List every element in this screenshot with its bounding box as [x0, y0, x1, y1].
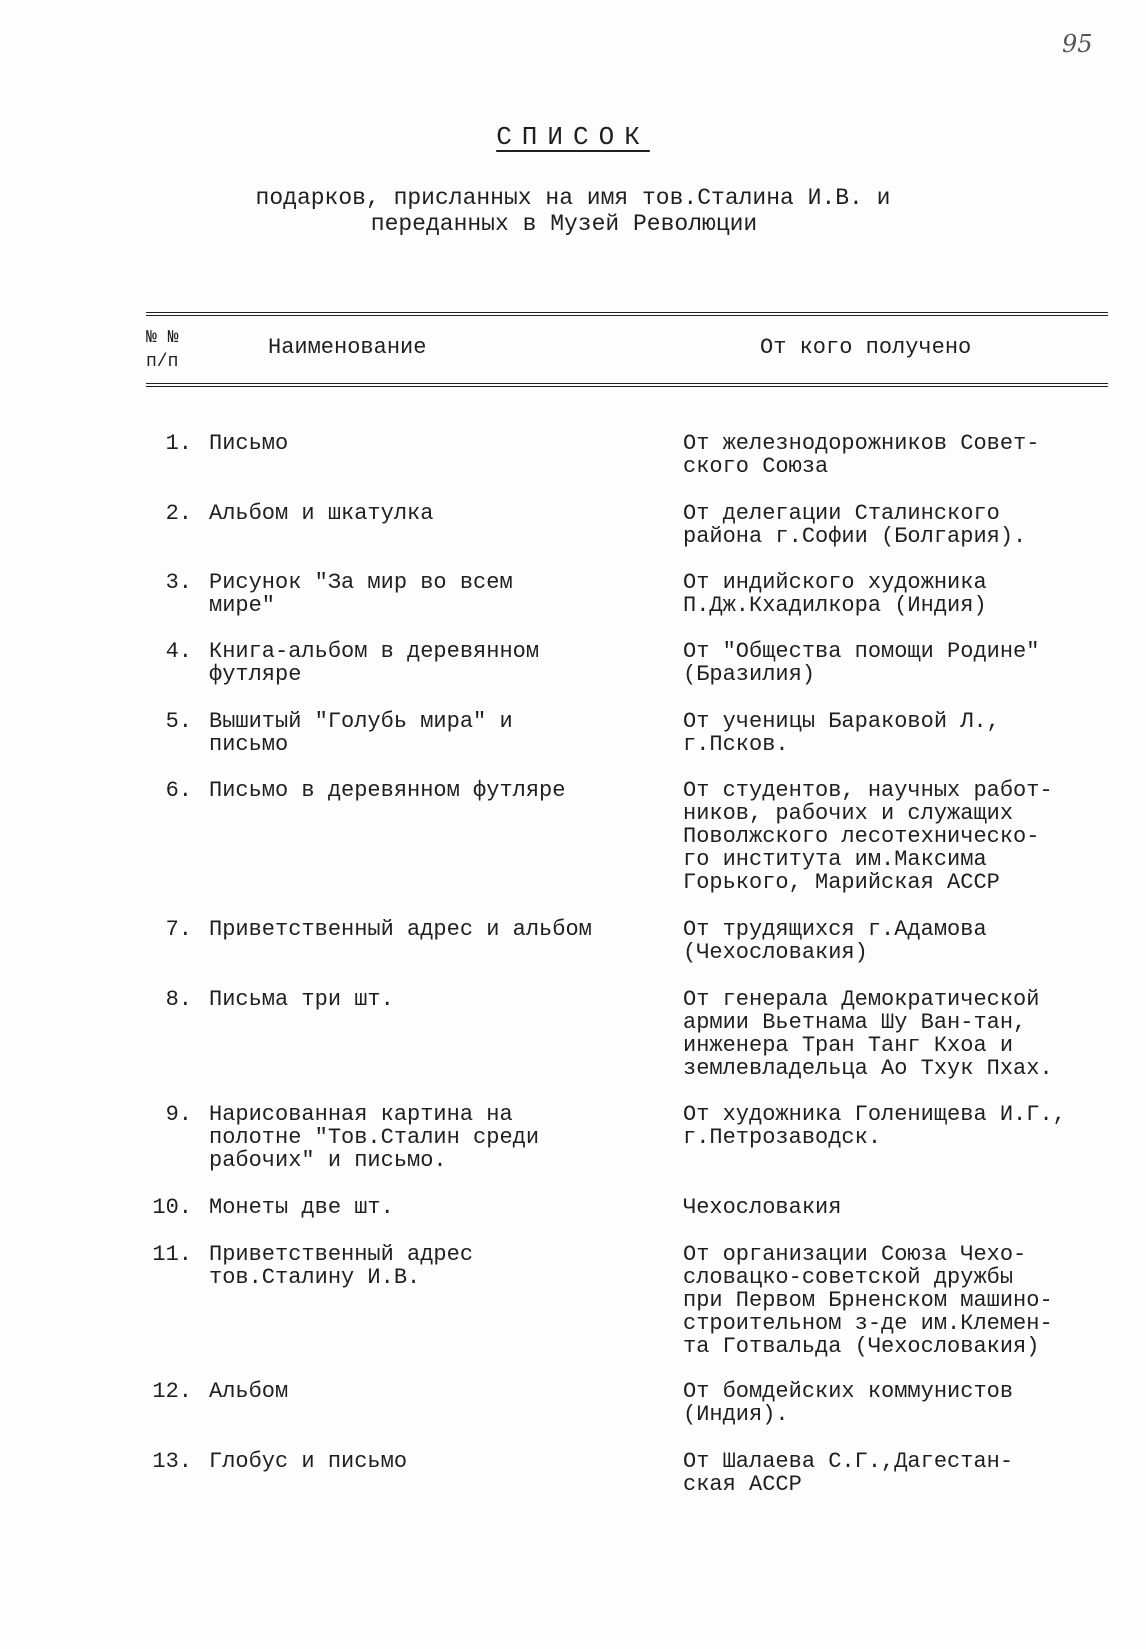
- row-from: От индийского художника П.Дж.Кхадилкора (Индия): [683, 570, 987, 618]
- row-number: 4.: [165, 639, 192, 664]
- table-header-rule: [146, 383, 1108, 387]
- row-from: От Шалаева С.Г.,Дагестан- ская АССР: [683, 1449, 1014, 1497]
- row-number: 1.: [165, 431, 192, 456]
- subtitle-line-1: подарков, присланных на имя тов.Сталина И.В. и: [255, 185, 891, 211]
- row-number: 6.: [165, 778, 192, 803]
- row-number: 5.: [165, 709, 192, 734]
- row-name: Альбом и шкатулка: [209, 501, 434, 526]
- row-number: 2.: [165, 501, 192, 526]
- row-number: 13.: [152, 1449, 192, 1474]
- row-name: Письма три шт.: [209, 987, 394, 1012]
- header-name: Наименование: [268, 335, 427, 360]
- row-name: Вышитый "Голубь мира" и письмо: [209, 709, 513, 757]
- row-number: 3.: [165, 570, 192, 595]
- row-name: Приветственный адрес и альбом: [209, 917, 592, 942]
- row-name: Письмо в деревянном футляре: [209, 778, 566, 803]
- subtitle-line-2: переданных в Музей Революции: [370, 211, 758, 237]
- row-name: Приветственный адрес тов.Сталину И.В.: [209, 1242, 474, 1290]
- row-number: 10.: [152, 1195, 192, 1220]
- row-from: От художника Голенищева И.Г., г.Петрозаводск.: [683, 1102, 1066, 1150]
- row-name: Глобус и письмо: [209, 1449, 408, 1474]
- row-from: От ученицы Бараковой Л., г.Псков.: [683, 709, 1000, 757]
- document-subtitle: [0, 185, 1146, 237]
- row-from: От делегации Сталинского района г.Софии (Болгария).: [683, 501, 1027, 549]
- row-number: 12.: [152, 1379, 192, 1404]
- document-title-text: СПИСОК: [496, 122, 650, 152]
- row-number: 11.: [152, 1242, 192, 1267]
- row-name: Нарисованная картина на полотне "Тов.Сталин среди рабочих" и письмо.: [209, 1102, 540, 1173]
- row-number: 9.: [165, 1102, 192, 1127]
- row-from: От трудящихся г.Адамова (Чехословакия): [683, 917, 987, 965]
- row-name: Альбом: [209, 1379, 289, 1404]
- row-name: Письмо: [209, 431, 289, 456]
- row-name: Книга-альбом в деревянном футляре: [209, 639, 540, 687]
- row-from: От генерала Демократической армии Вьетнама Шу Ван-тан, инженера Тран Танг Кхоа и землевладельца Ао Тхук Пхах.: [683, 987, 1053, 1081]
- row-from: От бомдейских коммунистов (Индия).: [683, 1379, 1014, 1427]
- row-from: От железнодорожников Совет- ского Союза: [683, 431, 1040, 479]
- document-title: [0, 122, 1146, 152]
- row-from: Чехословакия: [683, 1195, 842, 1220]
- row-number: 8.: [165, 987, 192, 1012]
- page-number: 95: [1062, 30, 1093, 58]
- row-number: 7.: [165, 917, 192, 942]
- row-from: От организации Союза Чехо- словацко-советской дружбы при Первом Брненском машино- строительном з-де им.Клемен- та Готвальда (Чехословакия): [683, 1242, 1053, 1359]
- table-top-rule: [146, 312, 1108, 316]
- row-name: Рисунок "За мир во всем мире": [209, 570, 513, 618]
- row-from: От студентов, научных работ- ников, рабочих и служащих Поволжского лесотехническо- го института им.Максима Горького, Марийская АССР: [683, 778, 1053, 895]
- header-from: От кого получено: [760, 335, 972, 360]
- header-number: № № п/п: [146, 328, 179, 372]
- row-from: От "Общества помощи Родине" (Бразилия): [683, 639, 1040, 687]
- row-name: Монеты две шт.: [209, 1195, 394, 1220]
